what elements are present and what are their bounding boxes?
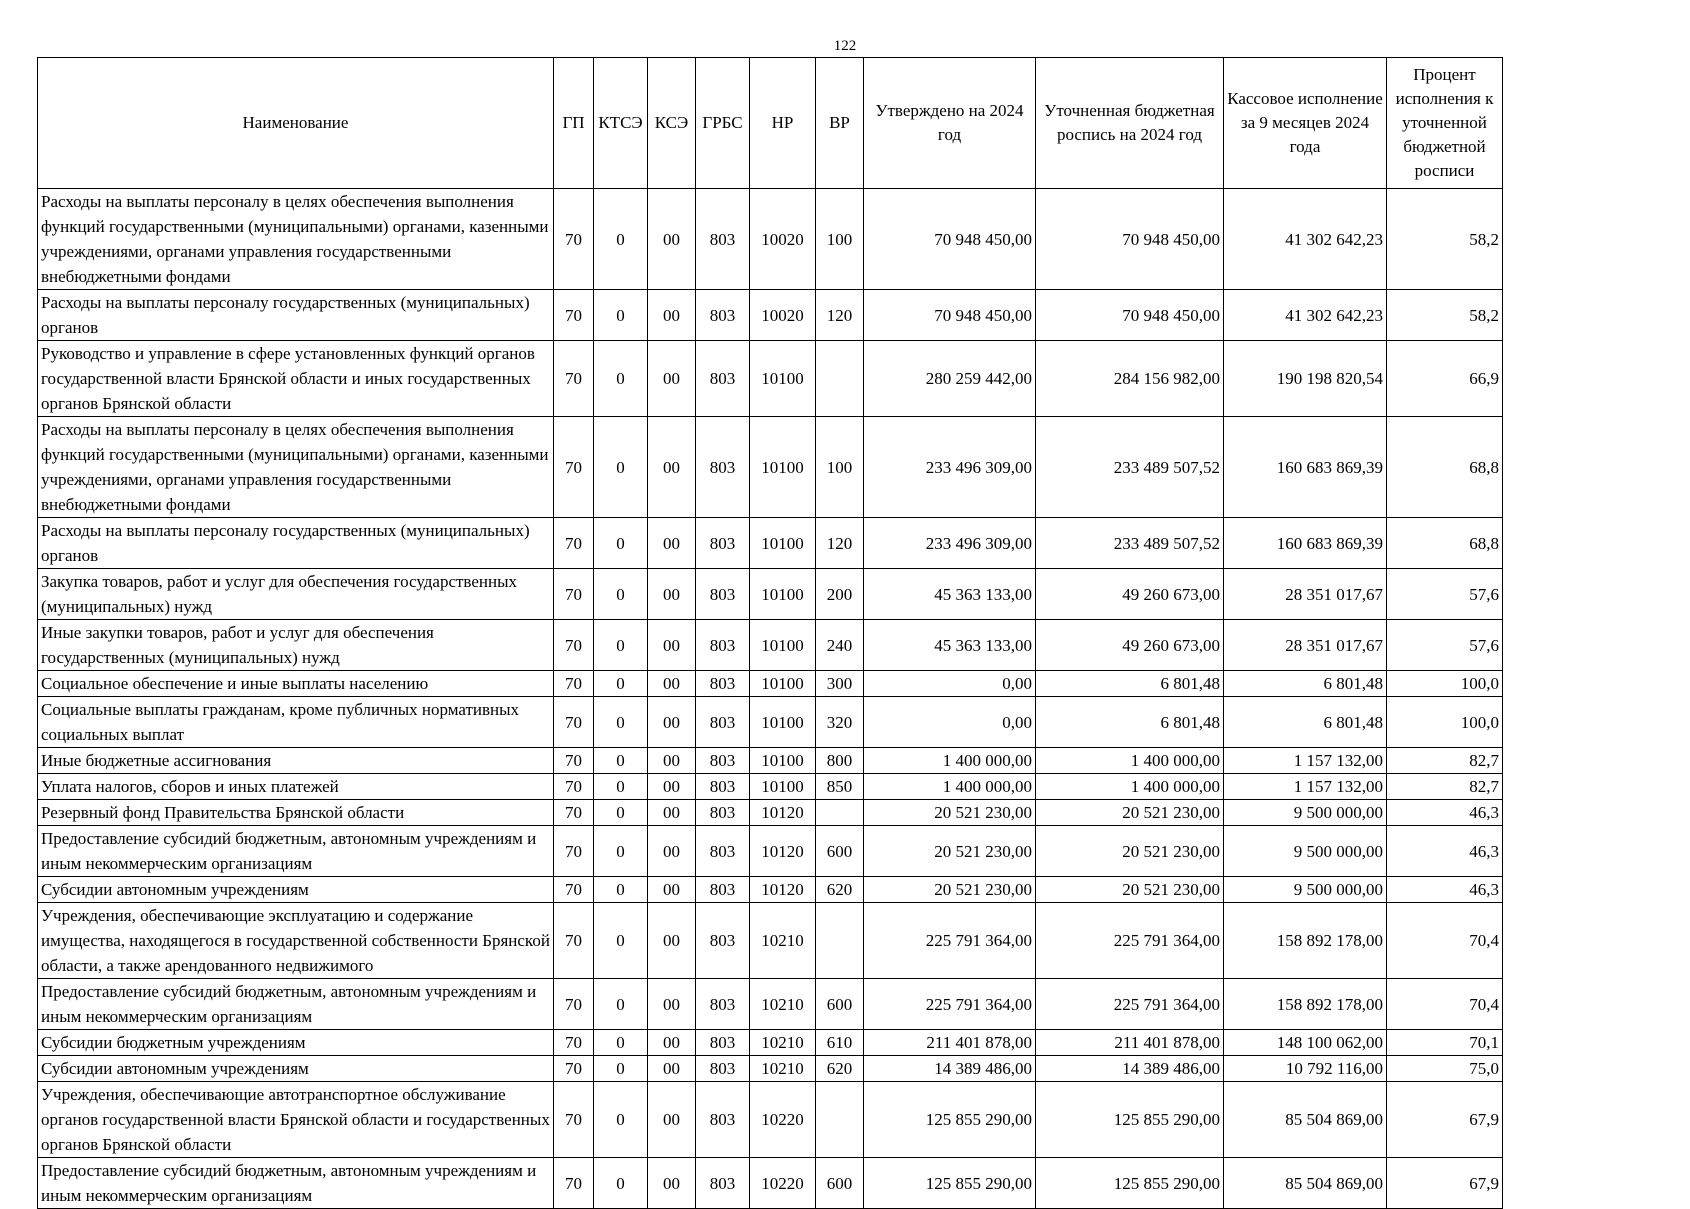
cell-nr: 10210 <box>750 979 816 1030</box>
cell-approved: 0,00 <box>864 697 1036 748</box>
header-gp: ГП <box>554 58 594 189</box>
cell-vr: 240 <box>816 620 864 671</box>
cell-percent: 57,6 <box>1387 569 1503 620</box>
cell-percent: 58,2 <box>1387 290 1503 341</box>
cell-approved: 211 401 878,00 <box>864 1030 1036 1056</box>
table-row <box>38 979 1503 1030</box>
cell-nr: 10100 <box>750 620 816 671</box>
cell-kse: 00 <box>648 1158 696 1209</box>
cell-executed: 6 801,48 <box>1224 671 1387 697</box>
cell-name: Резервный фонд Правительства Брянской области <box>38 800 554 826</box>
cell-vr: 300 <box>816 671 864 697</box>
cell-gp: 70 <box>554 518 594 569</box>
cell-grbs: 803 <box>696 697 750 748</box>
cell-vr: 120 <box>816 290 864 341</box>
cell-ktse: 0 <box>594 903 648 979</box>
header-executed: Кассовое исполнение за 9 месяцев 2024 года <box>1224 58 1387 189</box>
cell-gp: 70 <box>554 1030 594 1056</box>
cell-grbs: 803 <box>696 417 750 518</box>
cell-approved: 225 791 364,00 <box>864 979 1036 1030</box>
cell-percent: 82,7 <box>1387 748 1503 774</box>
cell-approved: 0,00 <box>864 671 1036 697</box>
cell-name: Субсидии автономным учреждениям <box>38 1056 554 1082</box>
header-kse: КСЭ <box>648 58 696 189</box>
cell-executed: 85 504 869,00 <box>1224 1158 1387 1209</box>
cell-ktse: 0 <box>594 189 648 290</box>
cell-kse: 00 <box>648 826 696 877</box>
cell-vr: 610 <box>816 1030 864 1056</box>
cell-nr: 10210 <box>750 1056 816 1082</box>
cell-grbs: 803 <box>696 1158 750 1209</box>
cell-vr: 800 <box>816 748 864 774</box>
cell-vr <box>816 341 864 417</box>
cell-kse: 00 <box>648 569 696 620</box>
cell-nr: 10210 <box>750 903 816 979</box>
cell-grbs: 803 <box>696 620 750 671</box>
cell-gp: 70 <box>554 1082 594 1158</box>
cell-ktse: 0 <box>594 518 648 569</box>
cell-executed: 85 504 869,00 <box>1224 1082 1387 1158</box>
cell-refined: 20 521 230,00 <box>1036 800 1224 826</box>
cell-refined: 20 521 230,00 <box>1036 877 1224 903</box>
table-row <box>38 417 1503 518</box>
cell-executed: 9 500 000,00 <box>1224 877 1387 903</box>
cell-percent: 58,2 <box>1387 189 1503 290</box>
header-nr: НР <box>750 58 816 189</box>
cell-kse: 00 <box>648 697 696 748</box>
table-row <box>38 189 1503 290</box>
table-row <box>38 518 1503 569</box>
cell-refined: 125 855 290,00 <box>1036 1082 1224 1158</box>
cell-grbs: 803 <box>696 774 750 800</box>
cell-approved: 280 259 442,00 <box>864 341 1036 417</box>
cell-name: Расходы на выплаты персоналу государственных (муниципальных) органов <box>38 290 554 341</box>
cell-kse: 00 <box>648 671 696 697</box>
cell-approved: 45 363 133,00 <box>864 569 1036 620</box>
cell-ktse: 0 <box>594 800 648 826</box>
cell-vr: 100 <box>816 417 864 518</box>
cell-name: Расходы на выплаты персоналу государственных (муниципальных) органов <box>38 518 554 569</box>
header-percent: Процент исполнения к уточненной бюджетной росписи <box>1387 58 1503 189</box>
cell-executed: 9 500 000,00 <box>1224 826 1387 877</box>
table-row <box>38 748 1503 774</box>
cell-kse: 00 <box>648 774 696 800</box>
cell-ktse: 0 <box>594 1082 648 1158</box>
table-row <box>38 903 1503 979</box>
cell-kse: 00 <box>648 189 696 290</box>
cell-refined: 225 791 364,00 <box>1036 903 1224 979</box>
cell-executed: 148 100 062,00 <box>1224 1030 1387 1056</box>
cell-refined: 20 521 230,00 <box>1036 826 1224 877</box>
cell-nr: 10220 <box>750 1082 816 1158</box>
cell-grbs: 803 <box>696 903 750 979</box>
cell-kse: 00 <box>648 341 696 417</box>
budget-table <box>37 57 1503 1209</box>
cell-kse: 00 <box>648 518 696 569</box>
cell-nr: 10100 <box>750 774 816 800</box>
cell-nr: 10120 <box>750 877 816 903</box>
cell-approved: 125 855 290,00 <box>864 1082 1036 1158</box>
cell-name: Субсидии бюджетным учреждениям <box>38 1030 554 1056</box>
cell-percent: 75,0 <box>1387 1056 1503 1082</box>
cell-gp: 70 <box>554 877 594 903</box>
cell-ktse: 0 <box>594 569 648 620</box>
cell-approved: 20 521 230,00 <box>864 877 1036 903</box>
cell-percent: 82,7 <box>1387 774 1503 800</box>
cell-nr: 10100 <box>750 569 816 620</box>
table-row <box>38 826 1503 877</box>
cell-kse: 00 <box>648 1056 696 1082</box>
cell-executed: 41 302 642,23 <box>1224 189 1387 290</box>
cell-approved: 225 791 364,00 <box>864 903 1036 979</box>
table-row <box>38 697 1503 748</box>
cell-grbs: 803 <box>696 518 750 569</box>
header-vr: ВР <box>816 58 864 189</box>
cell-refined: 49 260 673,00 <box>1036 569 1224 620</box>
cell-vr: 600 <box>816 826 864 877</box>
header-grbs: ГРБС <box>696 58 750 189</box>
cell-approved: 125 855 290,00 <box>864 1158 1036 1209</box>
cell-nr: 10100 <box>750 748 816 774</box>
cell-nr: 10020 <box>750 189 816 290</box>
cell-refined: 211 401 878,00 <box>1036 1030 1224 1056</box>
cell-grbs: 803 <box>696 1056 750 1082</box>
cell-name: Предоставление субсидий бюджетным, автономным учреждениям и иным некоммерческим организациям <box>38 1158 554 1209</box>
cell-vr: 600 <box>816 979 864 1030</box>
cell-gp: 70 <box>554 620 594 671</box>
cell-ktse: 0 <box>594 341 648 417</box>
cell-refined: 125 855 290,00 <box>1036 1158 1224 1209</box>
cell-approved: 20 521 230,00 <box>864 800 1036 826</box>
cell-executed: 6 801,48 <box>1224 697 1387 748</box>
cell-name: Учреждения, обеспечивающие эксплуатацию и содержание имущества, находящегося в государственной собственности Брянской области, а также арендованного недвижимого <box>38 903 554 979</box>
cell-percent: 100,0 <box>1387 697 1503 748</box>
header-name: Наименование <box>38 58 554 189</box>
cell-ktse: 0 <box>594 979 648 1030</box>
cell-gp: 70 <box>554 1158 594 1209</box>
header-refined: Уточненная бюджетная роспись на 2024 год <box>1036 58 1224 189</box>
cell-percent: 46,3 <box>1387 800 1503 826</box>
cell-gp: 70 <box>554 189 594 290</box>
cell-refined: 70 948 450,00 <box>1036 290 1224 341</box>
cell-executed: 28 351 017,67 <box>1224 620 1387 671</box>
cell-approved: 70 948 450,00 <box>864 290 1036 341</box>
cell-percent: 70,4 <box>1387 979 1503 1030</box>
cell-ktse: 0 <box>594 1056 648 1082</box>
cell-grbs: 803 <box>696 979 750 1030</box>
cell-approved: 1 400 000,00 <box>864 748 1036 774</box>
cell-executed: 160 683 869,39 <box>1224 518 1387 569</box>
cell-grbs: 803 <box>696 569 750 620</box>
cell-grbs: 803 <box>696 671 750 697</box>
cell-name: Руководство и управление в сфере установленных функций органов государственной власти Брянской области и иных государственных органов Брянской области <box>38 341 554 417</box>
cell-grbs: 803 <box>696 800 750 826</box>
cell-nr: 10100 <box>750 697 816 748</box>
cell-ktse: 0 <box>594 417 648 518</box>
cell-ktse: 0 <box>594 1030 648 1056</box>
cell-percent: 66,9 <box>1387 341 1503 417</box>
cell-approved: 70 948 450,00 <box>864 189 1036 290</box>
cell-name: Предоставление субсидий бюджетным, автономным учреждениям и иным некоммерческим организациям <box>38 826 554 877</box>
cell-vr <box>816 1082 864 1158</box>
cell-grbs: 803 <box>696 877 750 903</box>
cell-vr: 850 <box>816 774 864 800</box>
cell-nr: 10020 <box>750 290 816 341</box>
cell-vr: 100 <box>816 189 864 290</box>
cell-kse: 00 <box>648 903 696 979</box>
table-row <box>38 1158 1503 1209</box>
cell-ktse: 0 <box>594 877 648 903</box>
cell-grbs: 803 <box>696 290 750 341</box>
cell-gp: 70 <box>554 979 594 1030</box>
cell-refined: 70 948 450,00 <box>1036 189 1224 290</box>
table-row <box>38 774 1503 800</box>
cell-ktse: 0 <box>594 290 648 341</box>
cell-executed: 1 157 132,00 <box>1224 774 1387 800</box>
cell-nr: 10220 <box>750 1158 816 1209</box>
cell-gp: 70 <box>554 341 594 417</box>
cell-kse: 00 <box>648 1030 696 1056</box>
cell-name: Социальные выплаты гражданам, кроме публичных нормативных социальных выплат <box>38 697 554 748</box>
cell-ktse: 0 <box>594 748 648 774</box>
cell-kse: 00 <box>648 620 696 671</box>
cell-executed: 9 500 000,00 <box>1224 800 1387 826</box>
table-row <box>38 800 1503 826</box>
cell-kse: 00 <box>648 877 696 903</box>
cell-kse: 00 <box>648 1082 696 1158</box>
cell-name: Закупка товаров, работ и услуг для обеспечения государственных (муниципальных) нужд <box>38 569 554 620</box>
cell-nr: 10210 <box>750 1030 816 1056</box>
cell-percent: 68,8 <box>1387 518 1503 569</box>
table-row <box>38 290 1503 341</box>
cell-gp: 70 <box>554 1056 594 1082</box>
cell-gp: 70 <box>554 826 594 877</box>
cell-executed: 41 302 642,23 <box>1224 290 1387 341</box>
cell-percent: 70,1 <box>1387 1030 1503 1056</box>
cell-percent: 57,6 <box>1387 620 1503 671</box>
cell-grbs: 803 <box>696 1030 750 1056</box>
cell-name: Учреждения, обеспечивающие автотранспортное обслуживание органов государственной власти Брянской области и государственных органов Брянской области <box>38 1082 554 1158</box>
cell-ktse: 0 <box>594 671 648 697</box>
cell-executed: 190 198 820,54 <box>1224 341 1387 417</box>
cell-percent: 68,8 <box>1387 417 1503 518</box>
cell-kse: 00 <box>648 800 696 826</box>
cell-executed: 10 792 116,00 <box>1224 1056 1387 1082</box>
cell-grbs: 803 <box>696 341 750 417</box>
cell-executed: 160 683 869,39 <box>1224 417 1387 518</box>
cell-kse: 00 <box>648 290 696 341</box>
cell-refined: 6 801,48 <box>1036 671 1224 697</box>
table-row <box>38 671 1503 697</box>
cell-grbs: 803 <box>696 826 750 877</box>
cell-vr: 200 <box>816 569 864 620</box>
cell-percent: 70,4 <box>1387 903 1503 979</box>
cell-name: Расходы на выплаты персоналу в целях обеспечения выполнения функций государственными (муниципальными) органами, казенными учреждениями, органами управления государственными внебюджетными фондами <box>38 417 554 518</box>
cell-name: Субсидии автономным учреждениям <box>38 877 554 903</box>
cell-gp: 70 <box>554 290 594 341</box>
cell-nr: 10100 <box>750 341 816 417</box>
cell-refined: 49 260 673,00 <box>1036 620 1224 671</box>
cell-name: Уплата налогов, сборов и иных платежей <box>38 774 554 800</box>
cell-approved: 45 363 133,00 <box>864 620 1036 671</box>
cell-grbs: 803 <box>696 189 750 290</box>
cell-refined: 1 400 000,00 <box>1036 748 1224 774</box>
cell-ktse: 0 <box>594 620 648 671</box>
cell-ktse: 0 <box>594 774 648 800</box>
cell-executed: 28 351 017,67 <box>1224 569 1387 620</box>
cell-gp: 70 <box>554 903 594 979</box>
cell-executed: 1 157 132,00 <box>1224 748 1387 774</box>
cell-gp: 70 <box>554 569 594 620</box>
table-row <box>38 620 1503 671</box>
cell-nr: 10120 <box>750 800 816 826</box>
cell-approved: 20 521 230,00 <box>864 826 1036 877</box>
table-row <box>38 877 1503 903</box>
cell-gp: 70 <box>554 774 594 800</box>
cell-vr: 320 <box>816 697 864 748</box>
table-row <box>38 341 1503 417</box>
page-number: 122 <box>833 38 857 54</box>
cell-name: Иные закупки товаров, работ и услуг для обеспечения государственных (муниципальных) нужд <box>38 620 554 671</box>
cell-ktse: 0 <box>594 826 648 877</box>
cell-ktse: 0 <box>594 697 648 748</box>
cell-name: Социальное обеспечение и иные выплаты населению <box>38 671 554 697</box>
cell-executed: 158 892 178,00 <box>1224 903 1387 979</box>
cell-gp: 70 <box>554 671 594 697</box>
cell-percent: 46,3 <box>1387 877 1503 903</box>
cell-kse: 00 <box>648 748 696 774</box>
cell-gp: 70 <box>554 417 594 518</box>
cell-vr: 600 <box>816 1158 864 1209</box>
cell-name: Предоставление субсидий бюджетным, автономным учреждениям и иным некоммерческим организациям <box>38 979 554 1030</box>
cell-kse: 00 <box>648 979 696 1030</box>
cell-executed: 158 892 178,00 <box>1224 979 1387 1030</box>
cell-percent: 100,0 <box>1387 671 1503 697</box>
table-row <box>38 1056 1503 1082</box>
header-row <box>38 58 1503 189</box>
cell-gp: 70 <box>554 697 594 748</box>
cell-vr: 620 <box>816 1056 864 1082</box>
cell-percent: 67,9 <box>1387 1158 1503 1209</box>
cell-nr: 10100 <box>750 417 816 518</box>
table-row <box>38 1082 1503 1158</box>
cell-percent: 67,9 <box>1387 1082 1503 1158</box>
cell-gp: 70 <box>554 800 594 826</box>
cell-percent: 46,3 <box>1387 826 1503 877</box>
cell-refined: 1 400 000,00 <box>1036 774 1224 800</box>
cell-refined: 233 489 507,52 <box>1036 417 1224 518</box>
cell-approved: 233 496 309,00 <box>864 518 1036 569</box>
cell-grbs: 803 <box>696 748 750 774</box>
cell-approved: 233 496 309,00 <box>864 417 1036 518</box>
cell-vr: 620 <box>816 877 864 903</box>
header-ktse: КТСЭ <box>594 58 648 189</box>
cell-approved: 1 400 000,00 <box>864 774 1036 800</box>
cell-vr <box>816 903 864 979</box>
cell-kse: 00 <box>648 417 696 518</box>
cell-refined: 284 156 982,00 <box>1036 341 1224 417</box>
table-row <box>38 1030 1503 1056</box>
cell-nr: 10120 <box>750 826 816 877</box>
cell-vr: 120 <box>816 518 864 569</box>
cell-approved: 14 389 486,00 <box>864 1056 1036 1082</box>
cell-vr <box>816 800 864 826</box>
cell-nr: 10100 <box>750 518 816 569</box>
cell-gp: 70 <box>554 748 594 774</box>
cell-refined: 6 801,48 <box>1036 697 1224 748</box>
cell-nr: 10100 <box>750 671 816 697</box>
cell-ktse: 0 <box>594 1158 648 1209</box>
table-row <box>38 569 1503 620</box>
cell-name: Расходы на выплаты персоналу в целях обеспечения выполнения функций государственными (муниципальными) органами, казенными учреждениями, органами управления государственными внебюджетными фондами <box>38 189 554 290</box>
cell-refined: 14 389 486,00 <box>1036 1056 1224 1082</box>
cell-refined: 225 791 364,00 <box>1036 979 1224 1030</box>
cell-name: Иные бюджетные ассигнования <box>38 748 554 774</box>
cell-grbs: 803 <box>696 1082 750 1158</box>
cell-refined: 233 489 507,52 <box>1036 518 1224 569</box>
header-approved: Утверждено на 2024 год <box>864 58 1036 189</box>
